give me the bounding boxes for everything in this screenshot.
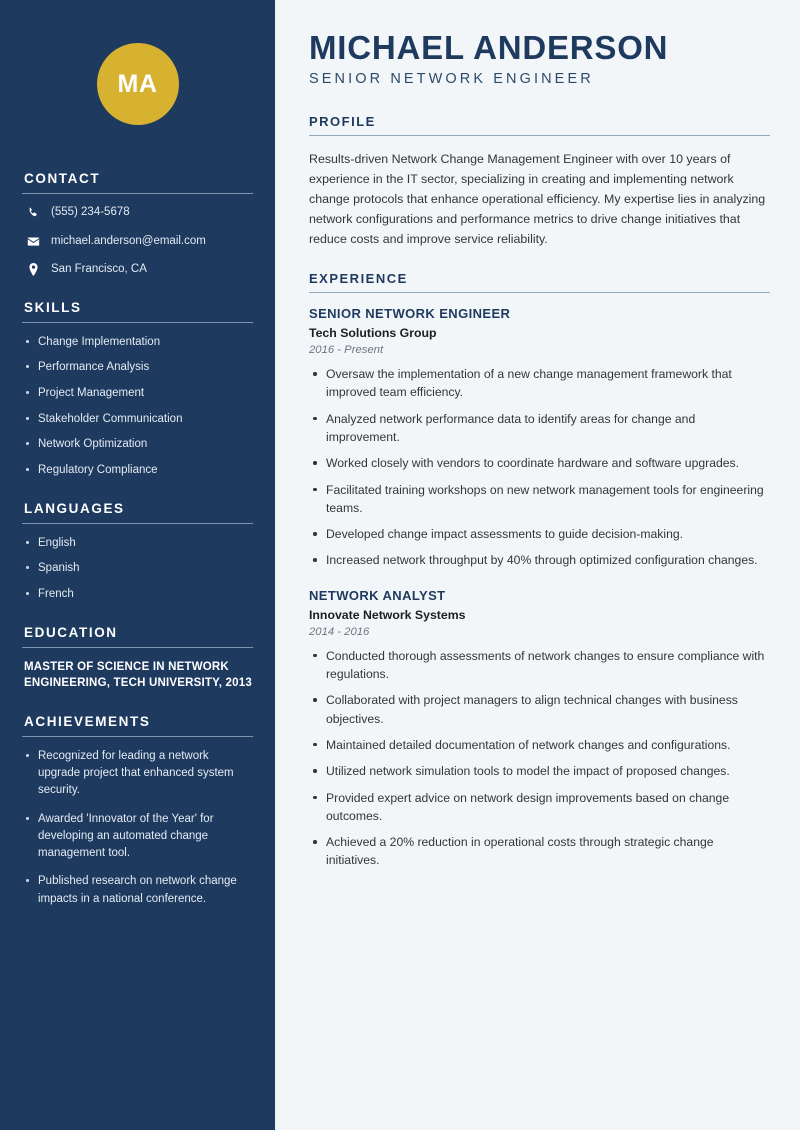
list-item: Developed change impact assessments to guide decision-making. — [309, 525, 770, 543]
profile-section — [309, 114, 770, 249]
education-section — [22, 625, 253, 692]
list-item: Utilized network simulation tools to model the impact of proposed changes. — [309, 762, 770, 780]
list-item: Provided expert advice on network design improvements based on change outcomes. — [309, 789, 770, 826]
education-divider — [22, 647, 253, 648]
list-item: Project Management — [22, 385, 253, 402]
experience-entry — [309, 588, 770, 870]
list-item: Achieved a 20% reduction in operational costs through strategic change initiatives. — [309, 833, 770, 870]
job-dates: 2014 - 2016 — [309, 625, 370, 638]
list-item: Analyzed network performance data to identify areas for change and improvement. — [309, 410, 770, 447]
skills-heading: SKILLS — [24, 299, 82, 315]
achievements-heading: ACHIEVEMENTS — [24, 713, 151, 729]
contact-phone-value: (555) 234-5678 — [51, 206, 130, 218]
list-item: English — [22, 535, 253, 552]
contact-row-phone[interactable] — [22, 205, 253, 221]
list-item: Recognized for leading a network upgrade project that enhanced system security. — [22, 748, 253, 800]
list-item: Network Optimization — [22, 436, 253, 453]
contact-location-value: San Francisco, CA — [51, 263, 147, 276]
achievements-divider — [22, 736, 253, 737]
skills-list — [22, 334, 253, 479]
phone-icon — [24, 207, 42, 219]
contact-email-value: michael.anderson@email.com — [51, 234, 206, 247]
list-item: Stakeholder Communication — [22, 411, 253, 428]
experience-entry — [309, 306, 770, 570]
list-item: Awarded 'Innovator of the Year' for developing an automated change management tool. — [22, 811, 253, 863]
envelope-icon — [24, 235, 42, 248]
list-item: Collaborated with project managers to align technical changes with business objectives. — [309, 691, 770, 728]
experience-divider — [309, 292, 770, 293]
job-company: Innovate Network Systems — [309, 607, 466, 622]
list-item: Published research on network change impacts in a national conference. — [22, 873, 253, 908]
profile-divider — [309, 135, 770, 136]
list-item: Increased network throughput by 40% through optimized configuration changes. — [309, 551, 770, 569]
main-content — [278, 0, 800, 1130]
job-bullets — [309, 365, 770, 570]
skills-section — [22, 300, 253, 479]
list-item: Oversaw the implementation of a new change management framework that improved team efficiency. — [309, 365, 770, 402]
skills-divider — [22, 322, 253, 323]
avatar-container — [22, 0, 253, 135]
list-item: Change Implementation — [22, 334, 253, 351]
achievements-section — [22, 714, 253, 908]
list-item: Maintained detailed documentation of network changes and configurations. — [309, 736, 770, 754]
sidebar — [0, 0, 278, 1130]
list-item: French — [22, 586, 253, 603]
job-role-subtitle: SENIOR NETWORK ENGINEER — [309, 70, 594, 87]
languages-heading: LANGUAGES — [24, 500, 125, 516]
contact-section — [22, 171, 253, 278]
experience-section — [309, 271, 770, 870]
list-item: Conducted thorough assessments of network changes to ensure compliance with regulations. — [309, 647, 770, 684]
avatar: MA — [97, 43, 179, 125]
languages-list — [22, 535, 253, 603]
contact-divider — [22, 193, 253, 194]
job-title: NETWORK ANALYST — [309, 587, 446, 603]
list-item: Performance Analysis — [22, 359, 253, 376]
contact-row-location[interactable] — [22, 262, 253, 278]
list-item: Regulatory Compliance — [22, 462, 253, 479]
contact-row-email[interactable] — [22, 234, 253, 250]
profile-text: Results-driven Network Change Management Engineer with over 10 years of experience in the IT sector, specializing in creating and implementing network change protocols that enhance operational efficiency. My expertise lies in analyzing network configurations and performance metrics to drive change initiatives that reduce costs and improve service reliability. — [309, 151, 766, 246]
job-bullets — [309, 647, 770, 870]
experience-heading: EXPERIENCE — [309, 271, 408, 287]
achievements-list — [22, 748, 253, 908]
page-title: MICHAEL ANDERSON — [309, 29, 669, 66]
list-item: Facilitated training workshops on new network management tools for engineering teams. — [309, 481, 770, 518]
job-company: Tech Solutions Group — [309, 326, 437, 341]
job-dates: 2016 - Present — [309, 344, 384, 357]
languages-section — [22, 501, 253, 603]
education-entry: MASTER OF SCIENCE IN NETWORK ENGINEERING, TECH UNIVERSITY, 2013 — [24, 660, 252, 690]
job-title: SENIOR NETWORK ENGINEER — [309, 306, 511, 322]
map-pin-icon — [24, 263, 42, 276]
education-heading: EDUCATION — [24, 624, 118, 640]
contact-heading: CONTACT — [24, 171, 101, 186]
list-item: Worked closely with vendors to coordinate hardware and software upgrades. — [309, 454, 770, 472]
languages-divider — [22, 523, 253, 524]
list-item: Spanish — [22, 560, 253, 577]
profile-heading: PROFILE — [309, 113, 376, 129]
